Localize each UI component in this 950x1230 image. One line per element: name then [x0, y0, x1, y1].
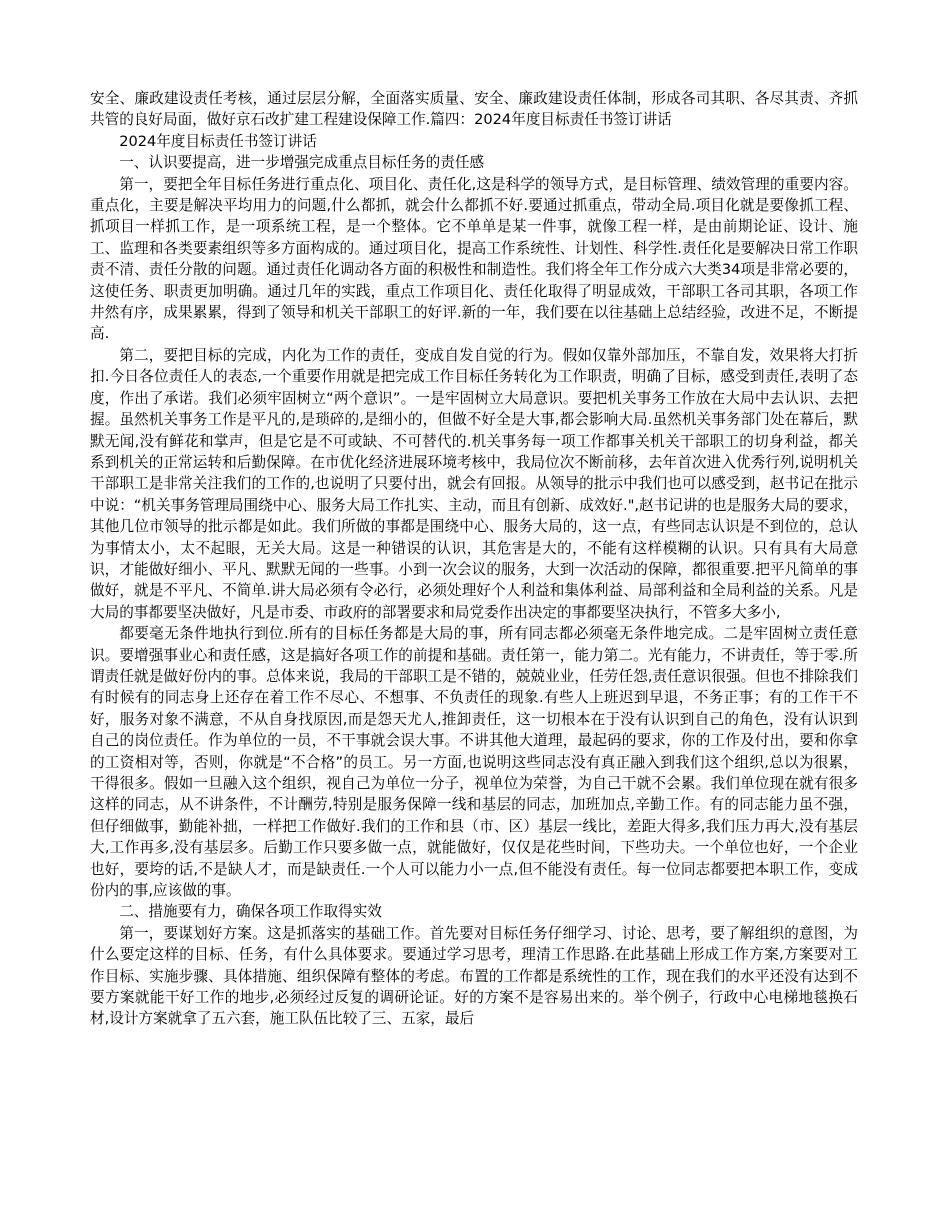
subheading-2: 二、措施要有力，确保各项工作取得实效	[119, 903, 382, 921]
subheading-1: 一、认识要提高，进一步增强完成重点目标任务的责任感	[119, 154, 485, 172]
section-heading: 2024年度目标责任书签订讲话	[119, 132, 317, 150]
paragraph-3: 第二，要把目标的完成，内化为工作的责任，变成自发自觉的行为。假如仅靠外部加压，不靠自发，效果将大打折扣.今日各位责任人的表态,一个重要作用就是把完成工作目标任务转化为工作职责，明确了目标，感受到责任,表明了态度，作出了承诺。我们必须牢固树立“两个意识”。一是牢固树立大局意识。要把机关事务工作放在大局中去认识、去把握。虽然机关事务工作是平凡的,是琐碎的,是细小的，但做不好全是大事,都会影响大局.虽然机关事务部门处在幕后，默默无闻,没有鲜花和掌声，但是它是不可或缺、不可替代的.机关事务每一项工作都事关机关干部职工的切身利益，都关系到机关的正常运转和后勤保障。在市优化经济进展环境考核中，我局位次不断前移，去年首次进入优秀行列,说明机关干部职工是非常关注我们的工作的,也说明了只要付出，就会有回报。从领导的批示中我们也可以感受到，赵书记在批示中说：“机关事务管理局围绕中心、服务大局工作扎实、主动，而且有创新、成效好.",赵书记讲的也是服务大局的要求，其他几位市领导的批示都是如此。我们所做的事都是围绕中心、服务大局的，这一点，有些同志认识是不到位的，总认为事情太小，太不起眼，无关大局。这是一种错误的认识，其危害是大的，不能有这样模糊的认识。只有具有大局意识，才能做好细小、平凡、默默无闻的一些事。小到一次会议的服务，大到一次活动的保障，都很重要.把平凡简单的事做好，就是不平凡、不简单.讲大局必须有令必行，必须处理好个人利益和集体利益、局部利益和全局利益的关系。凡是大局的事都要坚决做好，凡是市委、市政府的部署要求和局党委作出决定的事都要坚决执行，不管多大多小,	[90, 346, 858, 621]
paragraph-1: 安全、廉政建设责任考核，通过层层分解，全面落实质量、安全、廉政建设责任体制，形成各司其职、各尽其责、齐抓共管的良好局面，做好京石改扩建工程建设保障工作.篇四：2024年度目标责任书签订讲话	[90, 90, 858, 129]
paragraph-2: 第一，要把全年目标任务进行重点化、项目化、责任化,这是科学的领导方式，是目标管理、绩效管理的重要内容。重点化，主要是解决平均用力的问题,什么都抓，就会什么都抓不好.要通过抓重点，带动全局.项目化就是要像抓工程、抓项目一样抓工作，是一项系统工程，是一个整体。它不单单是某一件事，就像工程一样，是由前期论证、设计、施工、监理和各类要素组织等多方面构成的。通过项目化，提高工作系统性、计划性、科学性.责任化是要解决日常工作职责不清、责任分散的问题。通过责任化调动各方面的积极性和制造性。我们将全年工作分成六大类34项是非常必要的，这使任务、职责更加明确。通过几年的实践，重点工作项目化、责任化取得了明显成效，干部职工各司其职，各项工作井然有序，成果累累，得到了领导和机关干部职工的好评.新的一年，我们要在以往基础上总结经验，改进不足，不断提高.	[90, 175, 858, 343]
paragraph-4: 都要毫无条件地执行到位.所有的目标任务都是大局的事，所有同志都必须毫无条件地完成。二是牢固树立责任意识。要增强事业心和责任感，这是搞好各项工作的前提和基础。责任第一，能力第二。光有能力，不讲责任，等于零.所谓责任就是做好份内的事。总体来说，我局的干部职工是不错的，兢兢业业，任劳任怨,责任意识很强。但也不排除我们有时候有的同志身上还存在着工作不尽心、不想事、不负责任的现象.有些人上班迟到早退，不务正事；有的工作干不好，服务对象不满意，不从自身找原因,而是怨天尤人,推卸责任，这一切根本在于没有认识到自己的角色，没有认识到自己的岗位责任。作为单位的一员，不干事就会误大事。不讲其他大道理，最起码的要求，你的工作及付出，要和你拿的工资相对等，否则，你就是“不合格”的员工。另一方面,也说明这些同志没有真正融入到我们这个组织,总以为很累，干得很多。假如一旦融入这个组织，视自己为单位一分子，视单位为荣誉，为自己干就不会累。我们单位现在就有很多这样的同志，从不讲条件，不计酬劳,特别是服务保障一线和基层的同志，加班加点,辛勤工作。有的同志能力虽不强，但仔细做事，勤能补拙，一样把工作做好.我们的工作和县（市、区）基层一线比，差距大得多,我们压力再大,没有基层大,工作再多,没有基层多。后勤工作只要多做一点，就能做好，仅仅是花些时间，下些功夫。一个单位也好，一个企业也好，要垮的话,不是缺人才，而是缺责任.一个人可以能力小一点,但不能没有责任。每一位同志都要把本职工作，变成份内的事,应该做的事。	[90, 625, 858, 900]
paragraph-5: 第一，要谋划好方案。这是抓落实的基础工作。首先要对目标任务仔细学习、讨论、思考，要了解组织的意图，为什么要定这样的目标、任务，有什么具体要求。要通过学习思考，理清工作思路.在此基础上形成工作方案,方案要对工作目标、实施步骤、具体措施、组织保障有整体的考虑。布置的工作都是系统性的工作，现在我们的水平还没有达到不要方案就能干好工作的地步,必须经过反复的调研论证。好的方案不是容易出来的。举个例子，行政中心电梯地毯换石材,设计方案就拿了五六套，施工队伍比较了三、五家，最后	[90, 924, 858, 1028]
